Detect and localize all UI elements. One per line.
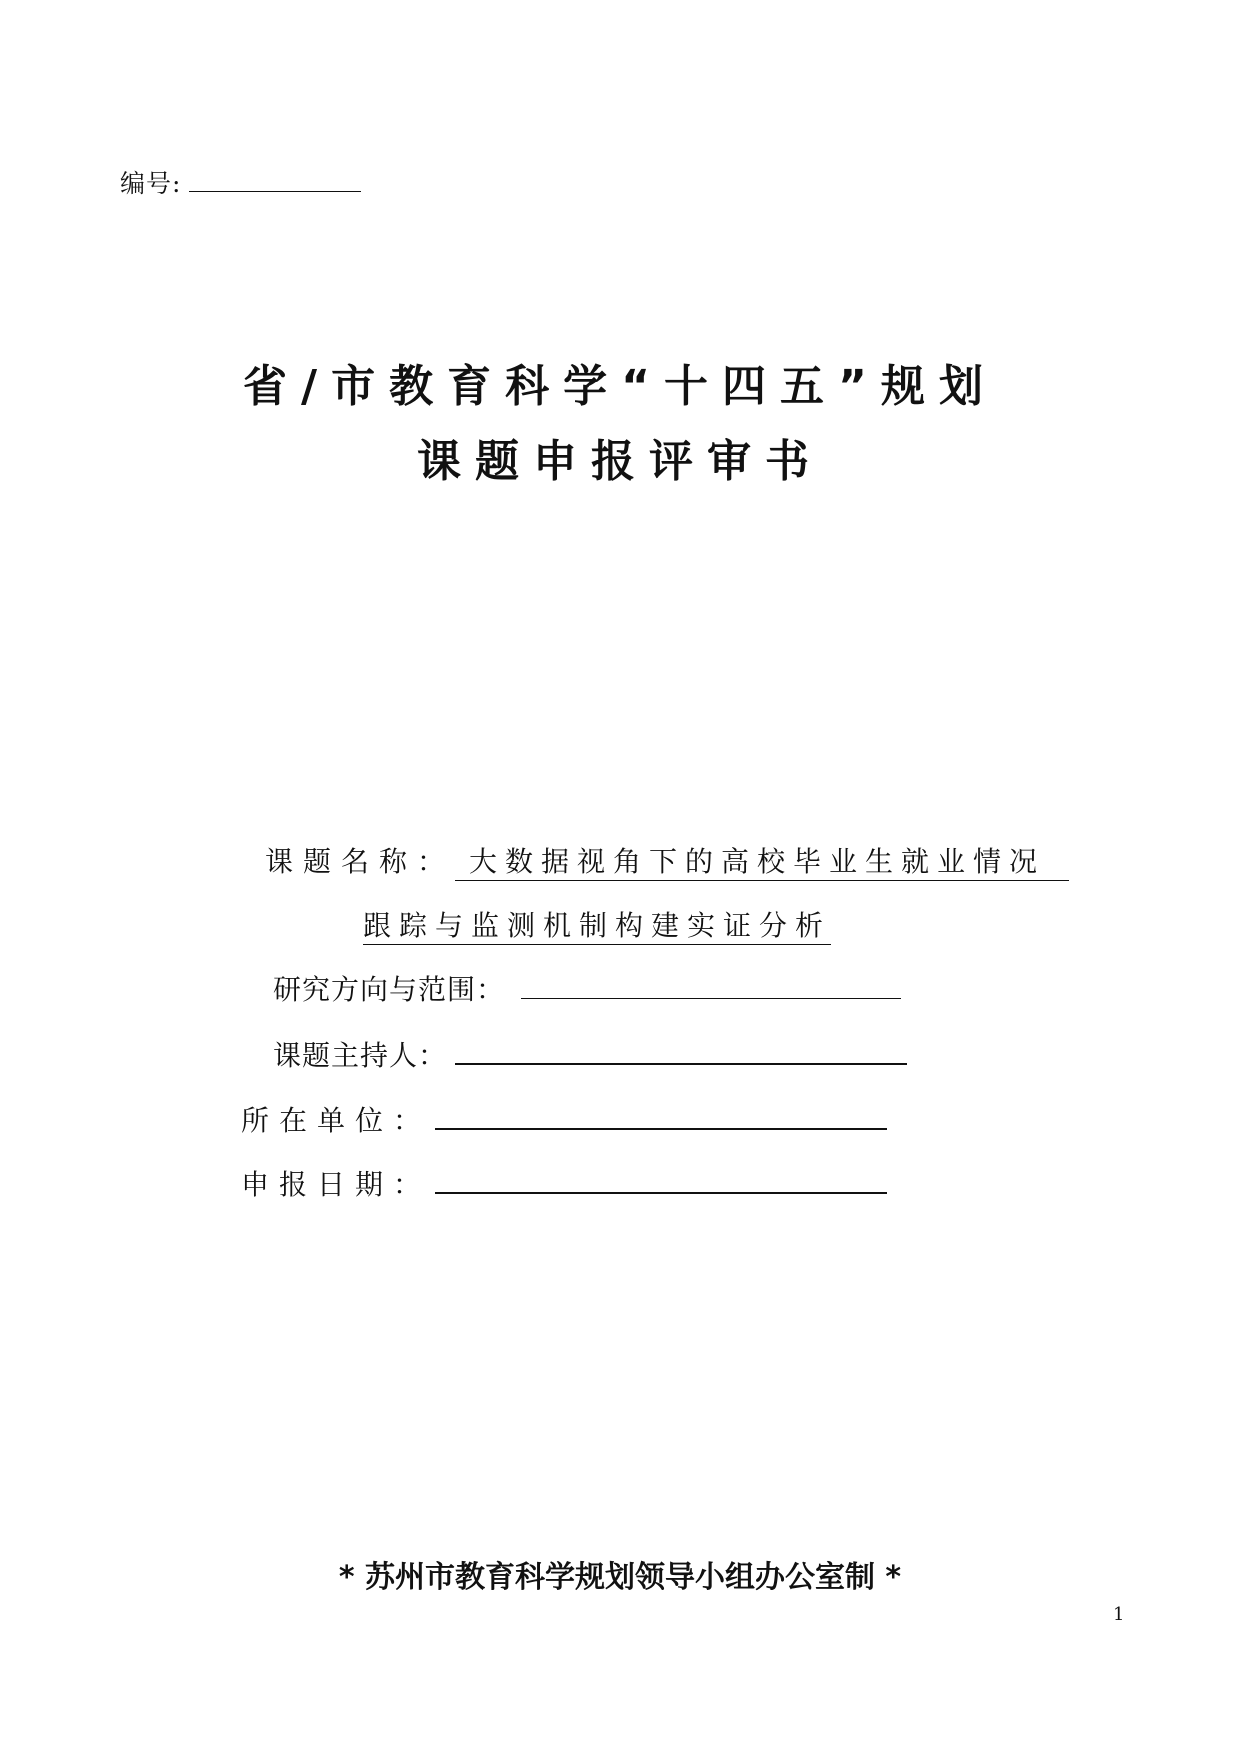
issuer-footer: * 苏州市教育科学规划领导小组办公室制 *	[338, 1560, 902, 1595]
host-row	[273, 1035, 907, 1076]
unit-label: 所在单位：	[241, 1104, 432, 1137]
serial-number-row	[120, 164, 361, 204]
serial-number-label: 编号:	[120, 169, 182, 198]
document-subtitle: 课题申报评审书	[417, 436, 823, 487]
unit-row	[241, 1100, 887, 1141]
date-row	[241, 1164, 887, 1205]
date-label: 申报日期：	[241, 1168, 432, 1201]
topic-name-value-line1[interactable]: 大数据视角下的高校毕业生就业情况	[455, 844, 1069, 881]
unit-blank[interactable]	[435, 1100, 887, 1130]
topic-name-row	[265, 842, 1069, 882]
topic-name-row-continued	[363, 906, 831, 946]
document-title: 省/市教育科学“十四五”规划	[243, 361, 997, 412]
page-number: 1	[1113, 1604, 1125, 1625]
date-blank[interactable]	[435, 1164, 887, 1194]
topic-name-label: 课题名称：	[265, 845, 456, 878]
research-scope-row	[273, 970, 901, 1010]
research-scope-label: 研究方向与范围：	[273, 973, 506, 1006]
topic-name-value-line2[interactable]: 跟踪与监测机制构建实证分析	[363, 908, 831, 945]
host-blank[interactable]	[455, 1035, 907, 1065]
research-scope-blank[interactable]	[521, 970, 901, 999]
serial-number-blank[interactable]	[189, 167, 361, 192]
host-label: 课题主持人：	[273, 1039, 448, 1072]
